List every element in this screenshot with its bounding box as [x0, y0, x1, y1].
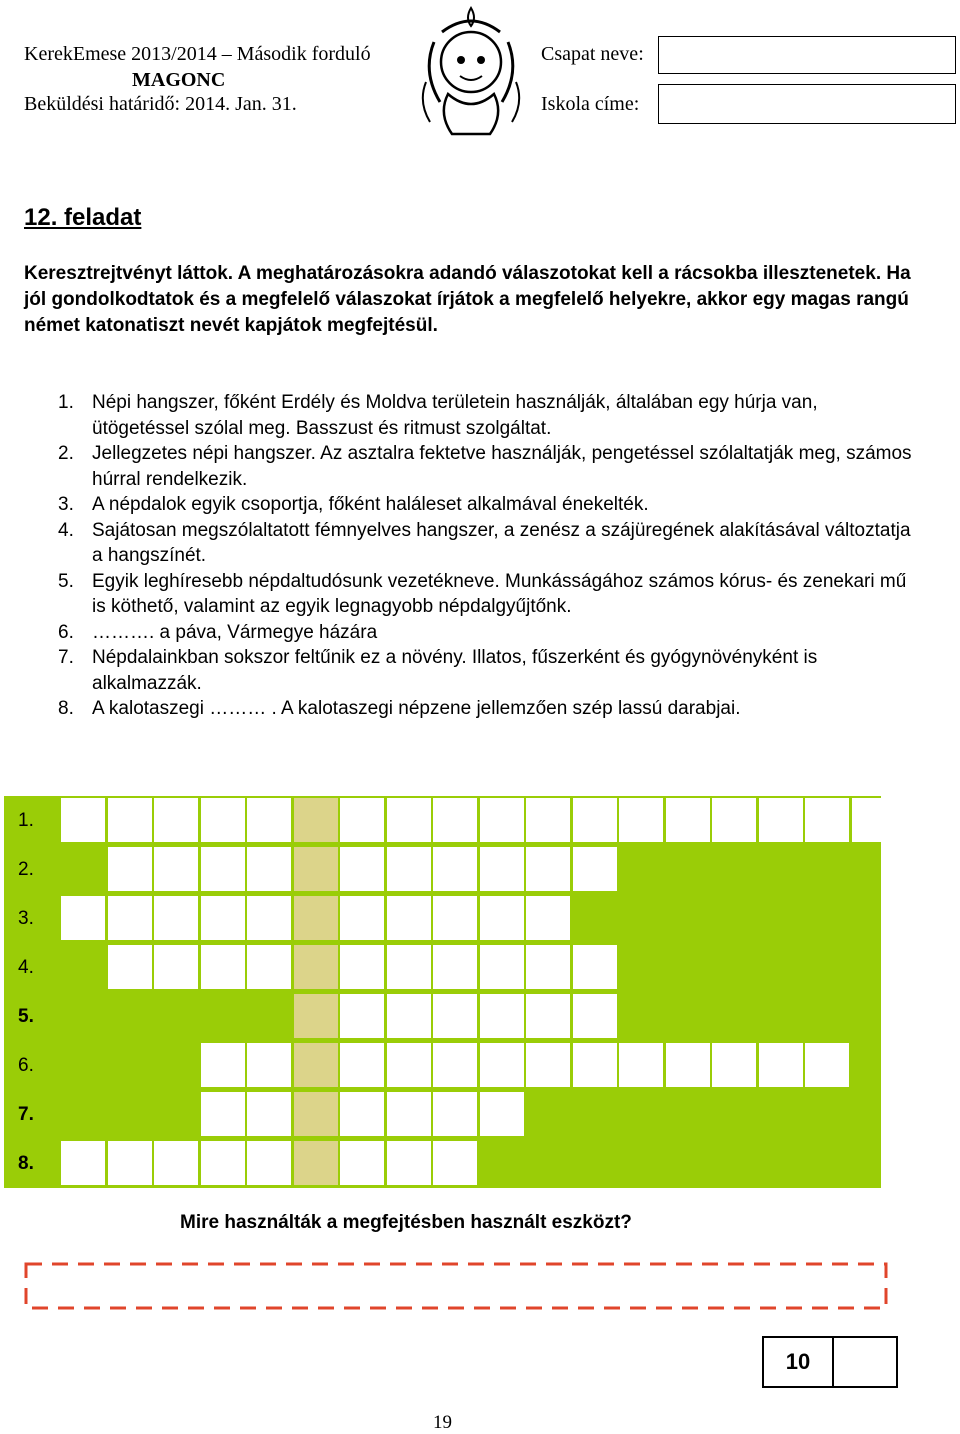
clue-text: ………. a páva, Vármegye házára	[92, 621, 378, 643]
crossword-cell[interactable]	[480, 1043, 524, 1087]
crossword-cell[interactable]	[154, 1141, 198, 1185]
crossword-cell[interactable]	[340, 896, 384, 940]
solution-cell[interactable]	[294, 847, 338, 891]
crossword-cell[interactable]	[201, 945, 245, 989]
crossword-cell[interactable]	[247, 847, 291, 891]
crossword-cell[interactable]	[247, 1141, 291, 1185]
crossword-cell[interactable]	[433, 896, 477, 940]
clue-item	[58, 492, 918, 518]
crossword-cell[interactable]	[480, 798, 524, 842]
solution-cell[interactable]	[294, 896, 338, 940]
crossword-cell[interactable]	[619, 1043, 663, 1087]
row-label: 7.	[18, 1104, 34, 1125]
crossword-cell[interactable]	[387, 847, 431, 891]
crossword-cell[interactable]	[759, 798, 803, 842]
solution-question: Mire használták a megfejtésben használt eszközt?	[180, 1212, 632, 1233]
clue-item	[58, 620, 918, 646]
clue-text: A népdalok egyik csoportja, főként haláleset alkalmával énekelték.	[92, 494, 649, 515]
row-label: 4.	[18, 957, 34, 978]
crossword-grid	[4, 796, 881, 1188]
crossword-cell[interactable]	[480, 1092, 524, 1136]
row-label: 8.	[18, 1153, 34, 1174]
crossword-cell[interactable]	[480, 896, 524, 940]
clue-number: 1.	[58, 392, 74, 413]
page-number: 19	[433, 1412, 452, 1433]
crossword-cell[interactable]	[108, 847, 152, 891]
crossword-cell[interactable]	[573, 847, 617, 891]
team-name-field[interactable]	[658, 36, 956, 74]
crossword-cell[interactable]	[61, 1141, 105, 1185]
task-intro: Keresztrejtvényt láttok. A meghatározásokra adandó válaszotokat kell a rácsokba illesztenetek. Ha jól gondolkodtatok és a megfelelő válaszokat írjátok a megfelelő helyekre, akkor egy magas rangú német katonatiszt nevét kapjátok megfejtésül.	[24, 263, 911, 336]
crossword-cell[interactable]	[387, 896, 431, 940]
clue-item	[58, 569, 918, 620]
clue-number: 2.	[58, 443, 74, 464]
crossword-cell[interactable]	[759, 1043, 803, 1087]
crossword-cell[interactable]	[805, 798, 849, 842]
row-label: 1.	[18, 810, 34, 831]
crossword-cell[interactable]	[201, 896, 245, 940]
crossword-cell[interactable]	[433, 1141, 477, 1185]
crossword-cell[interactable]	[201, 1043, 245, 1087]
crossword-cell[interactable]	[433, 994, 477, 1038]
crossword-cell[interactable]	[433, 847, 477, 891]
crossword-row	[4, 845, 881, 894]
crossword-cell[interactable]	[340, 1043, 384, 1087]
clue-list	[58, 390, 918, 722]
crossword-row	[4, 943, 881, 992]
crossword-row	[4, 992, 881, 1041]
crossword-cell[interactable]	[387, 798, 431, 842]
school-address-field[interactable]	[658, 84, 956, 124]
row-label: 6.	[18, 1055, 34, 1076]
crossword-cell[interactable]	[433, 1043, 477, 1087]
crossword-cell[interactable]	[712, 1043, 756, 1087]
solution-cell[interactable]	[294, 1043, 338, 1087]
crossword-cell[interactable]	[340, 1092, 384, 1136]
crossword-cell[interactable]	[619, 798, 663, 842]
clue-item	[58, 441, 918, 492]
crossword-cell[interactable]	[247, 798, 291, 842]
crossword-cell[interactable]	[573, 798, 617, 842]
crossword-cell[interactable]	[108, 945, 152, 989]
clue-text: A kalotaszegi ……… . A kalotaszegi népzene jellemzően szép lassú darabjai.	[92, 698, 741, 719]
crossword-cell[interactable]	[480, 994, 524, 1038]
crossword-cell[interactable]	[247, 896, 291, 940]
level-name: MAGONC	[132, 69, 226, 91]
crossword-cell[interactable]	[573, 1043, 617, 1087]
solution-cell[interactable]	[294, 1092, 338, 1136]
row-label: 5.	[18, 1006, 34, 1027]
score-box	[762, 1336, 898, 1388]
crossword-cell[interactable]	[387, 994, 431, 1038]
crossword-cell[interactable]	[480, 847, 524, 891]
crossword-cell[interactable]	[852, 798, 896, 842]
clue-item	[58, 518, 918, 569]
crossword-cell[interactable]	[340, 994, 384, 1038]
clue-item	[58, 645, 918, 696]
deadline-text: Beküldési határidő: 2014. Jan. 31.	[24, 93, 297, 115]
clue-number: 7.	[58, 647, 74, 668]
crossword-cell[interactable]	[805, 1043, 849, 1087]
task-title: 12. feladat	[24, 204, 142, 231]
clue-item	[58, 696, 918, 722]
clue-text: Egyik leghíresebb népdaltudósunk vezetékneve. Munkásságához számos kórus- és zenekari mű is köthető, valamint az egyik legnagyobb népdalgyűjtőnk.	[92, 570, 907, 617]
crossword-cell[interactable]	[247, 1092, 291, 1136]
crossword-cell[interactable]	[247, 1043, 291, 1087]
crossword-cell[interactable]	[433, 945, 477, 989]
crossword-cell[interactable]	[387, 1043, 431, 1087]
crossword-cell[interactable]	[201, 798, 245, 842]
answer-field[interactable]	[24, 1262, 888, 1310]
crossword-row	[4, 1139, 881, 1188]
crossword-cell[interactable]	[201, 1141, 245, 1185]
crossword-cell[interactable]	[154, 847, 198, 891]
crossword-cell[interactable]	[340, 1141, 384, 1185]
crossword-row	[4, 796, 881, 845]
solution-cell[interactable]	[294, 994, 338, 1038]
crossword-cell[interactable]	[526, 1043, 570, 1087]
clue-text: Jellegzetes népi hangszer. Az asztalra fektetve használják, pengetéssel szólaltatják meg, számos húrral rendelkezik.	[92, 443, 912, 490]
logo-illustration	[412, 2, 530, 140]
solution-cell[interactable]	[294, 1141, 338, 1185]
solution-cell[interactable]	[294, 798, 338, 842]
crossword-cell[interactable]	[154, 896, 198, 940]
crossword-cell[interactable]	[154, 945, 198, 989]
crossword-cell[interactable]	[61, 798, 105, 842]
crossword-cell[interactable]	[108, 1141, 152, 1185]
crossword-cell[interactable]	[387, 1141, 431, 1185]
crossword-cell[interactable]	[387, 1092, 431, 1136]
crossword-cell[interactable]	[340, 798, 384, 842]
crossword-cell[interactable]	[666, 798, 710, 842]
crossword-cell[interactable]	[433, 1092, 477, 1136]
crossword-cell[interactable]	[340, 945, 384, 989]
clue-number: 4.	[58, 519, 74, 541]
crossword-cell[interactable]	[573, 994, 617, 1038]
clue-number: 6.	[58, 621, 74, 643]
crossword-row	[4, 894, 881, 943]
max-points: 10	[764, 1338, 834, 1386]
clue-number: 5.	[58, 570, 74, 592]
school-address-label: Iskola címe:	[541, 93, 640, 115]
competition-title: KerekEmese 2013/2014 – Második forduló	[24, 43, 371, 65]
crossword-cell[interactable]	[573, 945, 617, 989]
crossword-cell[interactable]	[387, 945, 431, 989]
clue-number: 8.	[58, 698, 74, 719]
crossword-cell[interactable]	[526, 896, 570, 940]
clue-item	[58, 390, 918, 441]
crossword-cell[interactable]	[526, 798, 570, 842]
crossword-cell[interactable]	[108, 896, 152, 940]
row-label: 2.	[18, 859, 34, 880]
crossword-cell[interactable]	[340, 847, 384, 891]
clue-text: Sajátosan megszólaltatott fémnyelves hangszer, a zenész a szájüregének alakításával változtatja a hangszínét.	[92, 519, 911, 566]
crossword-cell[interactable]	[201, 1092, 245, 1136]
clue-number: 3.	[58, 494, 74, 515]
crossword-cell[interactable]	[712, 798, 756, 842]
crossword-cell[interactable]	[666, 1043, 710, 1087]
crossword-cell[interactable]	[433, 798, 477, 842]
crossword-cell[interactable]	[154, 798, 198, 842]
crossword-cell[interactable]	[108, 798, 152, 842]
crossword-cell[interactable]	[247, 945, 291, 989]
crossword-cell[interactable]	[526, 945, 570, 989]
clue-text: Népi hangszer, főként Erdély és Moldva területein használják, általában egy húrja van, ütögetéssel szólal meg. Basszust és ritmust szolgáltat.	[92, 392, 818, 439]
row-label: 3.	[18, 908, 34, 929]
clue-text: Népdalainkban sokszor feltűnik ez a növény. Illatos, fűszerként és gyógynövényként is alkalmazzák.	[92, 647, 818, 694]
team-name-label: Csapat neve:	[541, 43, 644, 65]
crossword-cell[interactable]	[526, 847, 570, 891]
crossword-cell[interactable]	[526, 994, 570, 1038]
crossword-cell[interactable]	[61, 896, 105, 940]
crossword-row	[4, 1041, 881, 1090]
solution-cell[interactable]	[294, 945, 338, 989]
crossword-cell[interactable]	[480, 945, 524, 989]
crossword-row	[4, 1090, 881, 1139]
crossword-cell[interactable]	[201, 847, 245, 891]
